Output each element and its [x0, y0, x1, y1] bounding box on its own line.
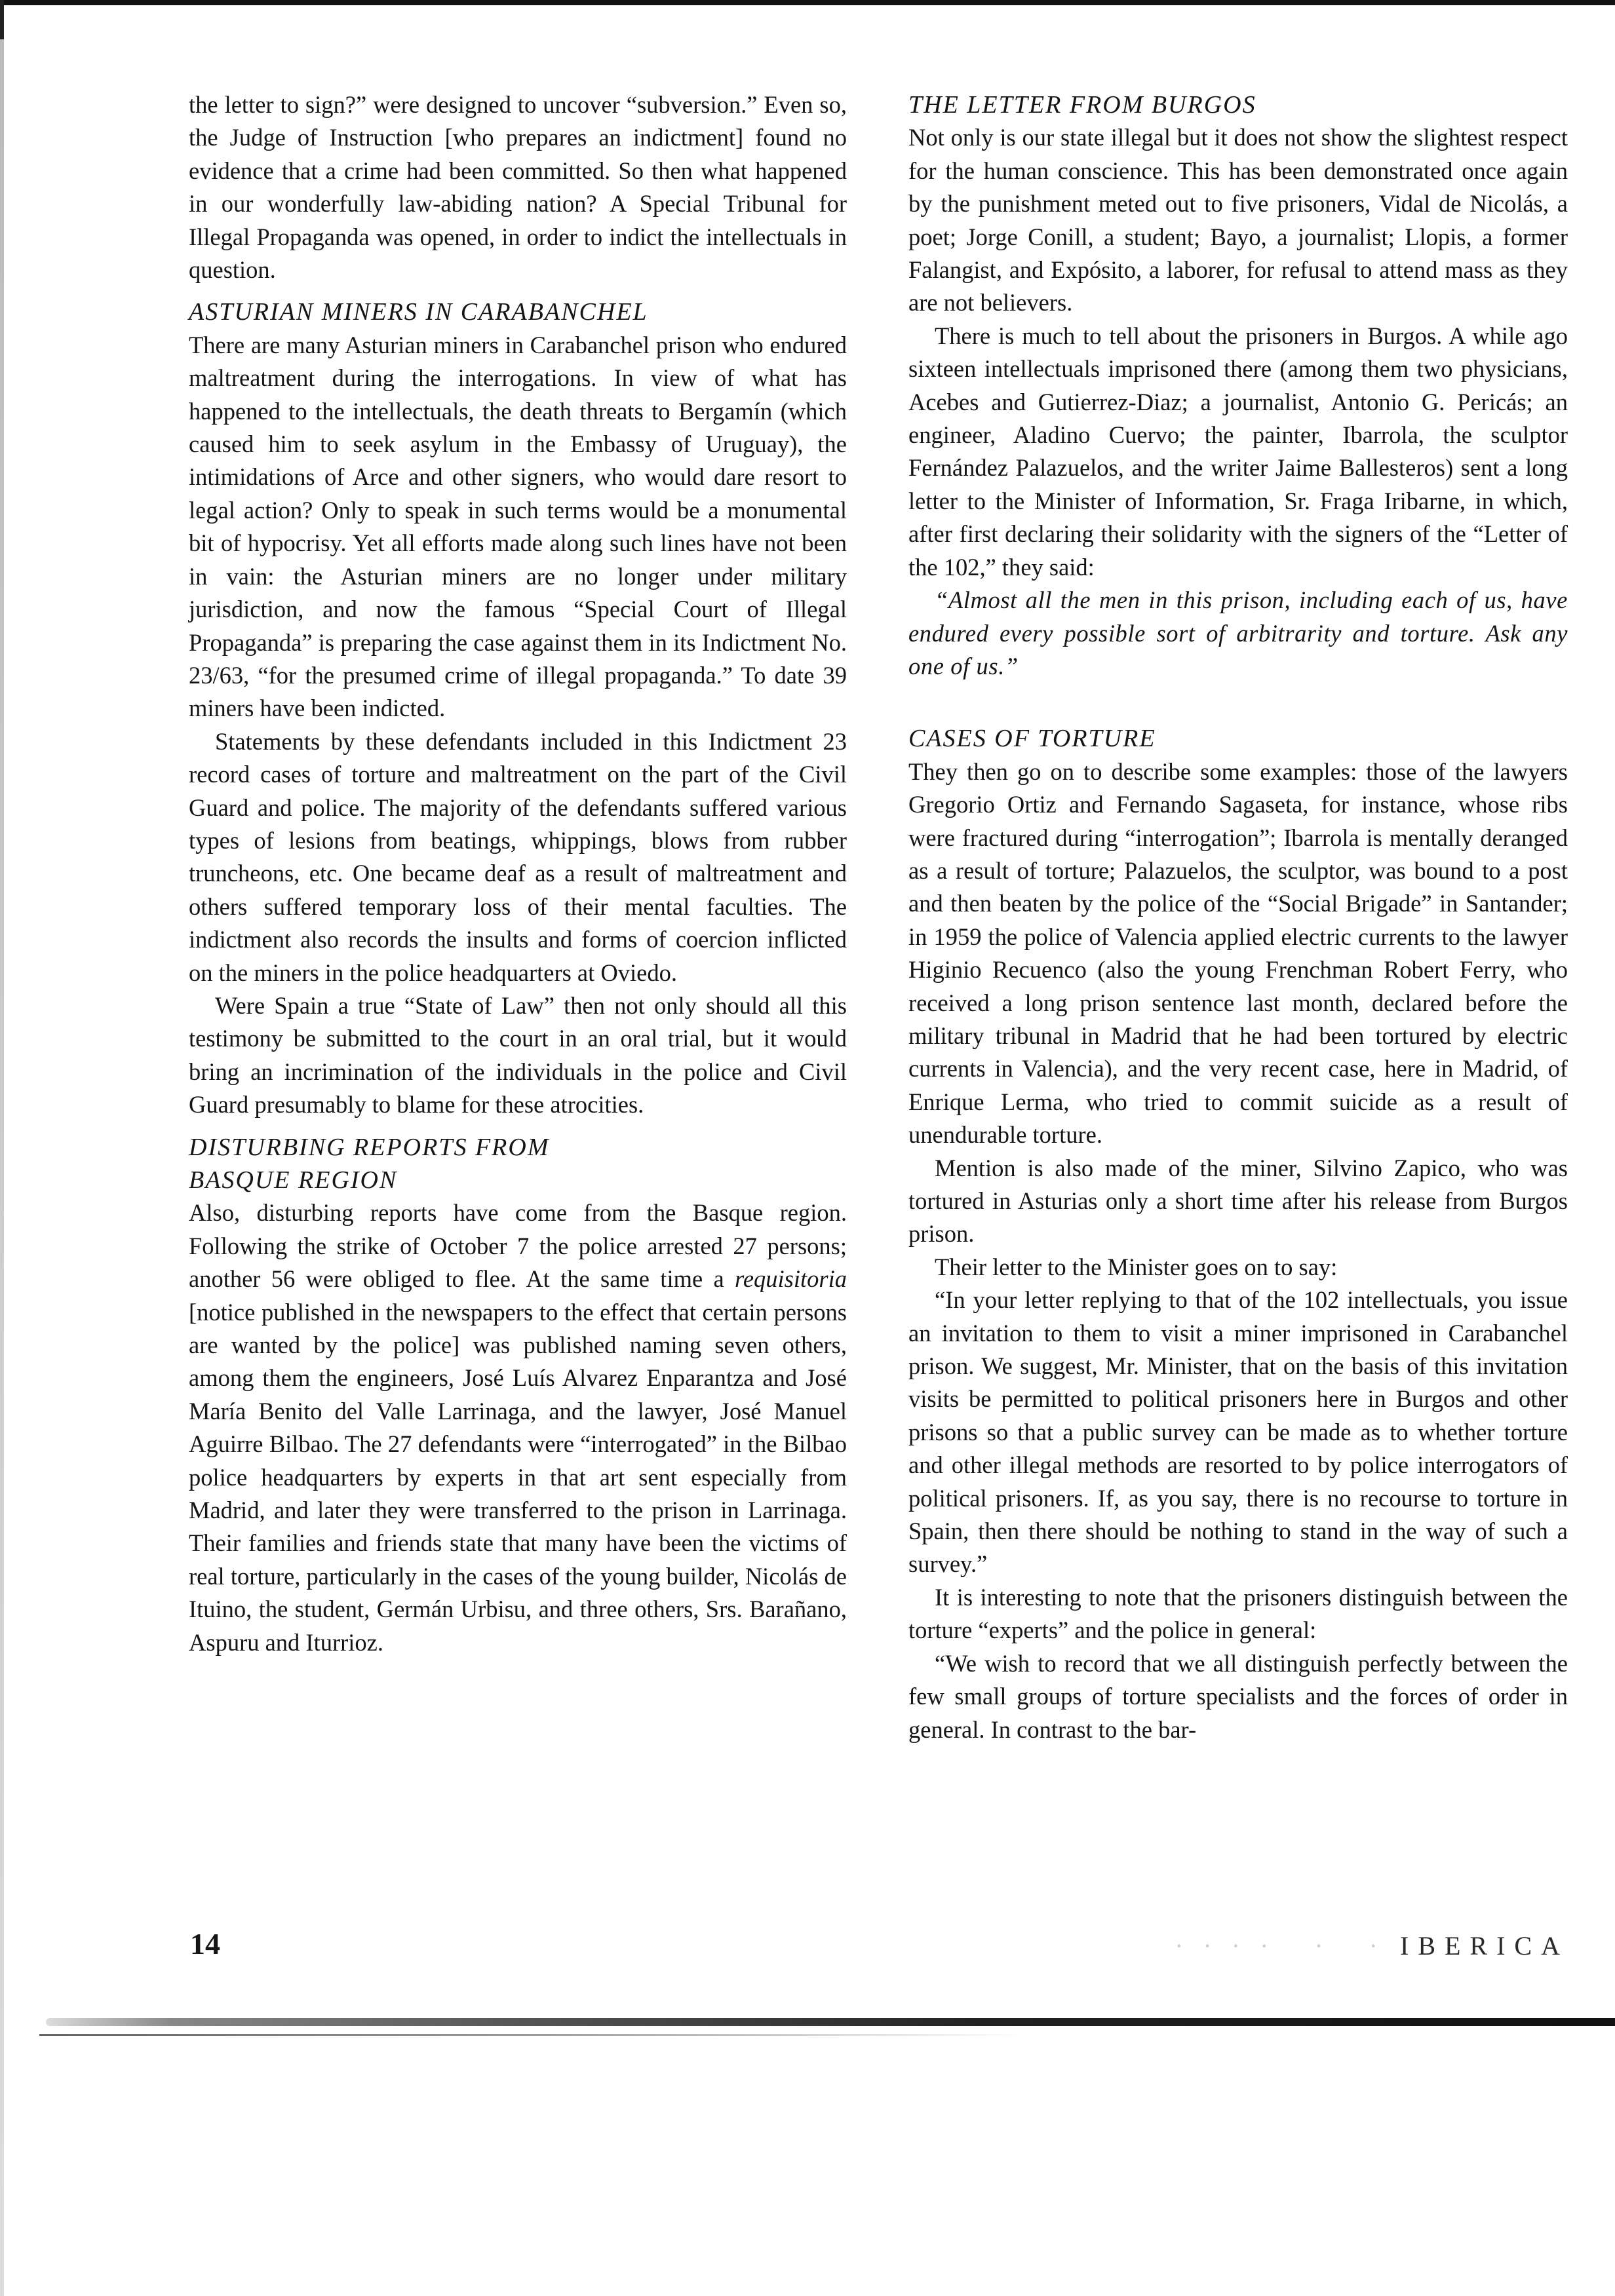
- publication-name: IBERICA: [1400, 1931, 1569, 1961]
- right-paragraph-1: Not only is our state illegal but it does not show the slightest respect for the human conscience. This has been demonstrated once again by the punishment meted out to five prisoners, Vidal de Nicolás, a poet; Jorge Conill, a student; Bayo, a journalist; Llopis, a former Falangist, and Expósito, a laborer, for refusal to attend mass as they are not believers.: [908, 124, 1568, 316]
- right-paragraph-2: There is much to tell about the prisoners in Burgos. A while ago sixteen intellectuals imprisoned there (among them two physicians, Acebes and Gutierrez-Diaz; a journalist, Antonio G. Pericás; an engineer, Aladino Cuervo; the painter, Ibarrola, the sculptor Fernández Palazuelos, and the writer Jaime Ballesteros) sent a long letter to the Minister of Information, Sr. Fraga Iribarne, in which, after first declaring their solidarity with the signers of the “Letter of the 102,” they said:: [908, 322, 1568, 581]
- left-column: [189, 88, 847, 1659]
- left-paragraph-1: the letter to sign?” were designed to uncover “subversion.” Even so, the Judge of Instruction [who prepares an indictment] found no evidence that a crime had been committed. So then what happened in our wonderfully law-abiding nation? A Special Tribunal for Illegal Propaganda was opened, in order to indict the intellectuals in question.: [189, 91, 847, 284]
- right-paragraph-5: Their letter to the Minister goes on to say:: [935, 1253, 1338, 1280]
- heading-disturbing-reports-line-2: BASQUE REGION: [189, 1166, 398, 1194]
- prisoners-quote: “Almost all the men in this prison, including each of us, have endured every possible sort of arbitrarity and torture. Ask any one of us.”: [908, 586, 1568, 679]
- right-paragraph-6: “In your letter replying to that of the 102 intellectuals, you issue an invitation to them to visit a miner imprisoned in Carabanchel prison. We suggest, Mr. Minister, that on the basis of this invitation visits be permitted to political prisoners here in Burgos and other prisons so that a public survey can be made as to whether torture and other illegal methods are resorted to by police interrogators of political prisoners. If, as you say, there is no recourse to torture in Spain, then there should be nothing to stand in the way of such a survey.”: [908, 1286, 1568, 1578]
- left-paragraph-5-start: Also, disturbing reports have come from the Basque region. Following the strike of October 7 the police arrested 27 persons; another 56 were obliged to flee. At the same time a: [189, 1199, 847, 1293]
- right-column: [908, 88, 1568, 1746]
- right-paragraph-3: They then go on to describe some examples: those of the lawyers Gregorio Ortiz and Fernando Sagaseta, for instance, whose ribs were fractured during “interrogation”; Ibarrola is mentally deranged as a result of torture; Palazuelos, the sculptor, was bound to a post and then beaten by the police of the “Social Brigade” in Santander; in 1959 the police of Valencia applied electric currents to the lawyer Higinio Recuenco (also the young Frenchman Robert Ferry, who received a long prison sentence last month, declared before the military tribunal in Madrid that he had been tortured by electric currents in Valencia), and the very recent case, here in Madrid, of Enrique Lerma, who tried to commit suicide as a result of unendurable torture.: [908, 757, 1568, 1149]
- top-border-rule: [0, 0, 1615, 5]
- publication-title: [1175, 1930, 1569, 1961]
- page-number: 14: [190, 1927, 220, 1961]
- heading-letter-from-burgos: THE LETTER FROM BURGOS: [908, 91, 1256, 119]
- left-paragraph-5: [189, 1196, 847, 1659]
- left-paragraph-4: Were Spain a true “State of Law” then not only should all this testimony be submitted to the court in an oral trial, but it would bring an incrimination of the individuals in the police and Civil Guard presumably to blame for these atrocities.: [189, 991, 847, 1119]
- requisitoria-term: requisitoria: [734, 1265, 847, 1293]
- right-paragraph-4: Mention is also made of the miner, Silvino Zapico, who was tortured in Asturias only a short time after his release from Burgos prison.: [908, 1154, 1568, 1248]
- left-paragraph-3: Statements by these defendants included in this Indictment 23 record cases of torture and maltreatment on the part of the Civil Guard and police. The majority of the defendants suffered various types of lesions from beatings, whippings, blows from rubber truncheons, etc. One became deaf as a result of maltreatment and others suffered temporary loss of their mental faculties. The indictment also records the insults and forms of coercion inflicted on the miners in the police headquarters at Oviedo.: [189, 727, 847, 986]
- bottom-thin-rule: [39, 2034, 1022, 2036]
- page-left-edge: [0, 0, 4, 2296]
- right-paragraph-8: “We wish to record that we all distinguish perfectly between the few small groups of torture specialists and the forces of order in general. In contrast to the bar-: [908, 1649, 1568, 1743]
- heading-disturbing-reports-line-1: DISTURBING REPORTS FROM: [189, 1133, 550, 1161]
- heading-asturian-miners: ASTURIAN MINERS IN CARABANCHEL: [189, 298, 648, 326]
- left-paragraph-5-end: [notice published in the newspapers to the effect that certain persons are wanted by the police] was published naming seven others, among them the engineers, José Luís Alvarez Enparantza and José María Benito del Valle Larrinaga, and the lawyer, José Manuel Aguirre Bilbao. The 27 defendants were “interrogated” in the Bilbao police headquarters by experts in that art sent especially from Madrid, and later they were transferred to the prison in Larrinaga. Their families and friends state that many have been the victims of real torture, particularly in the cases of the young builder, Nicolás de Ituino, the student, Germán Urbisu, and three others, Srs. Barañano, Aspuru and Iturrioz.: [189, 1298, 847, 1656]
- heading-cases-of-torture: CASES OF TORTURE: [908, 725, 1156, 753]
- left-paragraph-2: There are many Asturian miners in Carabanchel prison who endured maltreatment during the interrogations. In view of what has happened to the intellectuals, the death threats to Bergamín (which caused him to seek asylum in the Embassy of Uruguay), the intimidations of Arce and other signers, who would dare resort to legal action? Only to speak in such terms would be a monumental bit of hypocrisy. Yet all efforts made along such lines have not been in vain: the Asturian miners are no longer under military jurisdiction, and now the famous “Special Court of Illegal Propaganda” is preparing the case against them in its Indictment No. 23/63, “for the presumed crime of illegal propaganda.” To date 39 miners have been indicted.: [189, 331, 847, 722]
- right-paragraph-7: It is interesting to note that the prisoners distinguish between the torture “experts” and the police in general:: [908, 1583, 1568, 1644]
- bottom-border-rule: [46, 2018, 1615, 2026]
- faded-title-ink: · · · · · ·: [1175, 1931, 1384, 1961]
